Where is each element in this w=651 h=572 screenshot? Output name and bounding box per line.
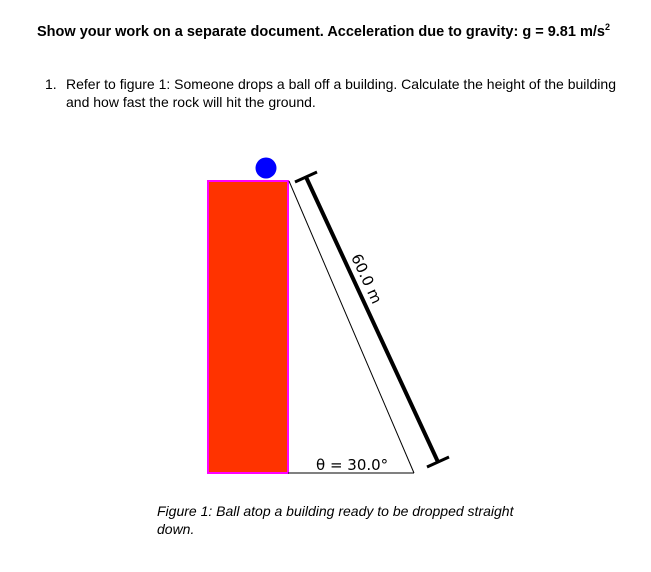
hypotenuse-line	[289, 181, 414, 473]
angle-label: θ = 30.0°	[316, 456, 389, 474]
instruction-text: Show your work on a separate document. Acceleration due to gravity: g = 9.81 m/s	[37, 23, 605, 40]
dimension-line	[306, 177, 438, 462]
question-number: 1.	[45, 76, 57, 92]
building	[208, 181, 288, 473]
figure-caption: Figure 1: Ball atop a building ready to be dropped straight down.	[157, 503, 514, 537]
question-text: Refer to figure 1: Someone drops a ball off a building. Calculate the height of the building and how fast the rock will hit the ground.	[66, 76, 616, 110]
exponent: 2	[604, 22, 610, 32]
ball	[256, 158, 277, 179]
length-label: 60.0 m	[347, 251, 386, 307]
